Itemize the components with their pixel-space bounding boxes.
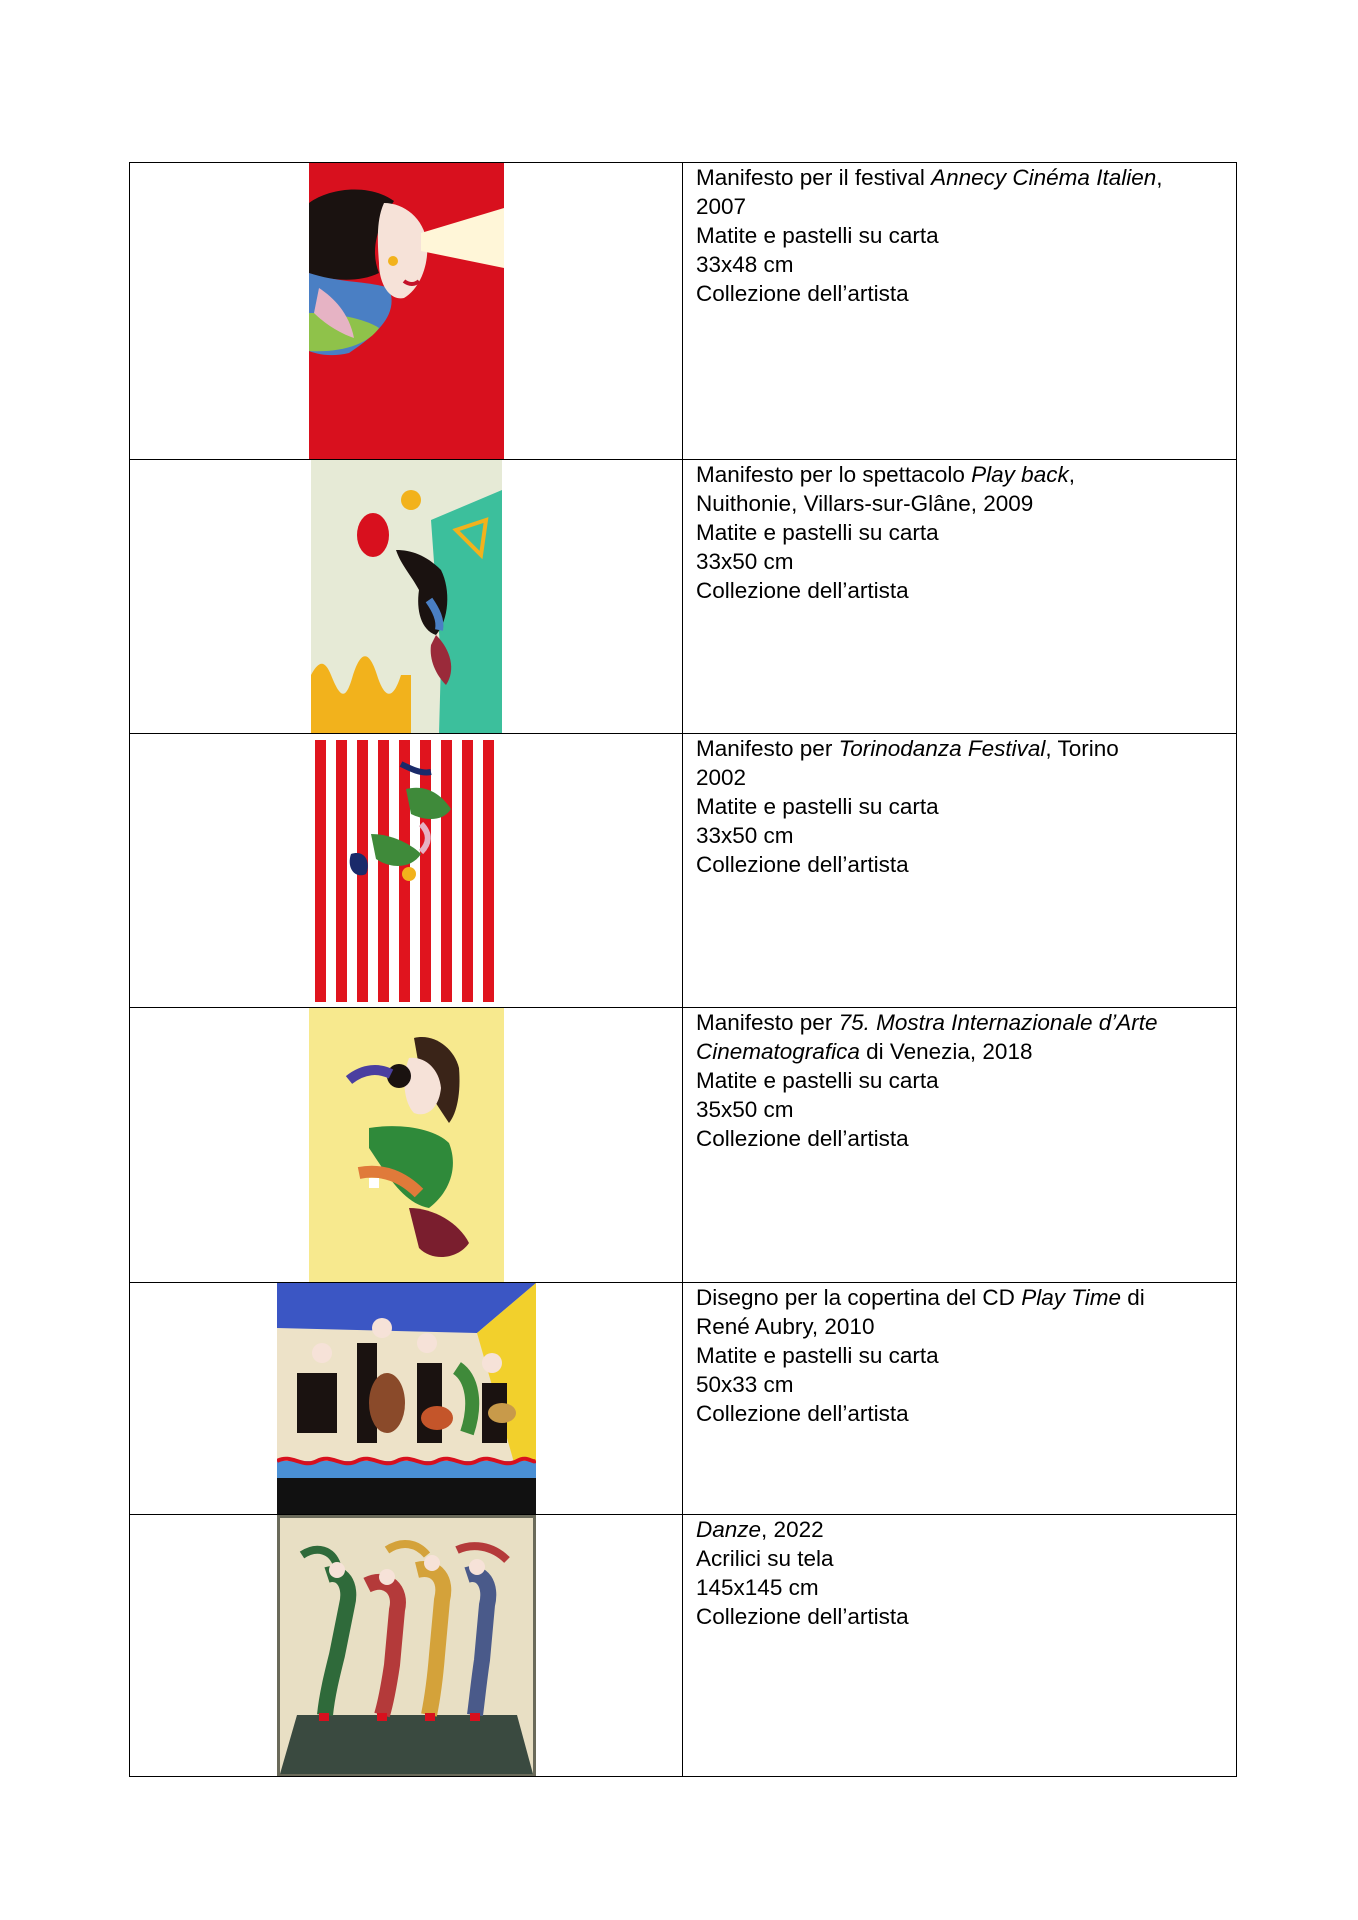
artwork-title [696,1515,1224,1544]
artwork-dimensions: 35x50 cm [696,1097,794,1122]
title-suffix: , Torino [1045,736,1119,761]
artwork-dimensions: 33x50 cm [696,549,794,574]
title-italic: Torinodanza Festival [838,736,1046,761]
artwork-medium: Acrilici su tela [696,1546,834,1571]
title-italic: Play Time [1021,1285,1122,1310]
artwork-title [696,460,1224,489]
title-text: Manifesto per [696,736,839,761]
title-italic-continued: Cinematografica [696,1039,860,1064]
artwork-title-continued: 2002 [696,765,747,790]
artwork-caption-cell [683,1283,1237,1515]
artwork-caption [683,1008,1236,1153]
artwork-title-continued: 2007 [696,194,747,219]
artwork-medium: Matite e pastelli su carta [696,223,939,248]
artwork-title [696,734,1224,763]
title-suffix: di [1121,1285,1145,1310]
artwork-title [696,1283,1224,1312]
artwork-row [130,1283,1237,1515]
poster-mostra-venezia-icon [309,1008,504,1283]
artwork-collection: Collezione dell’artista [696,281,909,306]
artwork-caption-cell [683,163,1237,460]
artwork-image-cell [130,163,683,460]
artwork-title [696,163,1224,192]
artwork-collection: Collezione dell’artista [696,578,909,603]
artwork-catalog-table [129,162,1237,1777]
artwork-title-continued: Nuithonie, Villars-sur-Glâne, 2009 [696,491,1034,516]
artwork-medium: Matite e pastelli su carta [696,1068,939,1093]
artwork-title [696,1008,1224,1037]
title-text: Manifesto per il festival [696,165,932,190]
cd-cover-play-time-icon [277,1283,536,1515]
title-text: Manifesto per lo spettacolo [696,462,972,487]
artwork-title-continued [696,1037,1224,1066]
artwork-medium: Matite e pastelli su carta [696,794,939,819]
artwork-caption-cell [683,1008,1237,1283]
artwork-caption-cell [683,1515,1237,1777]
poster-play-back-icon [311,460,502,734]
artwork-row [130,1008,1237,1283]
title-italic: 75. Mostra Internazionale d’Arte [838,1010,1158,1035]
title-suffix: , [1156,165,1163,190]
artwork-collection: Collezione dell’artista [696,1126,909,1151]
artwork-title-continued: René Aubry, 2010 [696,1314,875,1339]
title-suffix: , [1068,462,1075,487]
artwork-dimensions: 50x33 cm [696,1372,794,1397]
artwork-collection: Collezione dell’artista [696,1401,909,1426]
poster-torinodanza-icon [311,734,502,1008]
artwork-image-cell [130,1515,683,1777]
title-suffix: , 2022 [761,1517,824,1542]
artwork-collection: Collezione dell’artista [696,1604,909,1629]
artwork-image-cell [130,1283,683,1515]
painting-danze-icon [277,1515,536,1777]
poster-annecy-cinema-italien-icon [309,163,504,460]
artwork-caption-cell [683,460,1237,734]
title-italic: Annecy Cinéma Italien [931,165,1157,190]
artwork-collection: Collezione dell’artista [696,852,909,877]
artwork-medium: Matite e pastelli su carta [696,1343,939,1368]
title-text: Manifesto per [696,1010,839,1035]
artwork-row [130,1515,1237,1777]
title-italic: Danze [696,1517,762,1542]
artwork-caption-cell [683,734,1237,1008]
artwork-row [130,163,1237,460]
artwork-caption [683,1515,1236,1631]
artwork-image-cell [130,1008,683,1283]
title-italic: Play back [971,462,1069,487]
artwork-caption [683,163,1236,308]
artwork-image-cell [130,734,683,1008]
artwork-dimensions: 33x50 cm [696,823,794,848]
title-text: Disegno per la copertina del CD [696,1285,1022,1310]
title-text-continued: di Venezia, 2018 [859,1039,1033,1064]
artwork-caption [683,1283,1236,1428]
artwork-caption [683,734,1236,879]
artwork-row [130,460,1237,734]
artwork-caption [683,460,1236,605]
artwork-dimensions: 145x145 cm [696,1575,819,1600]
artwork-dimensions: 33x48 cm [696,252,794,277]
artwork-image-cell [130,460,683,734]
artwork-row [130,734,1237,1008]
artwork-medium: Matite e pastelli su carta [696,520,939,545]
